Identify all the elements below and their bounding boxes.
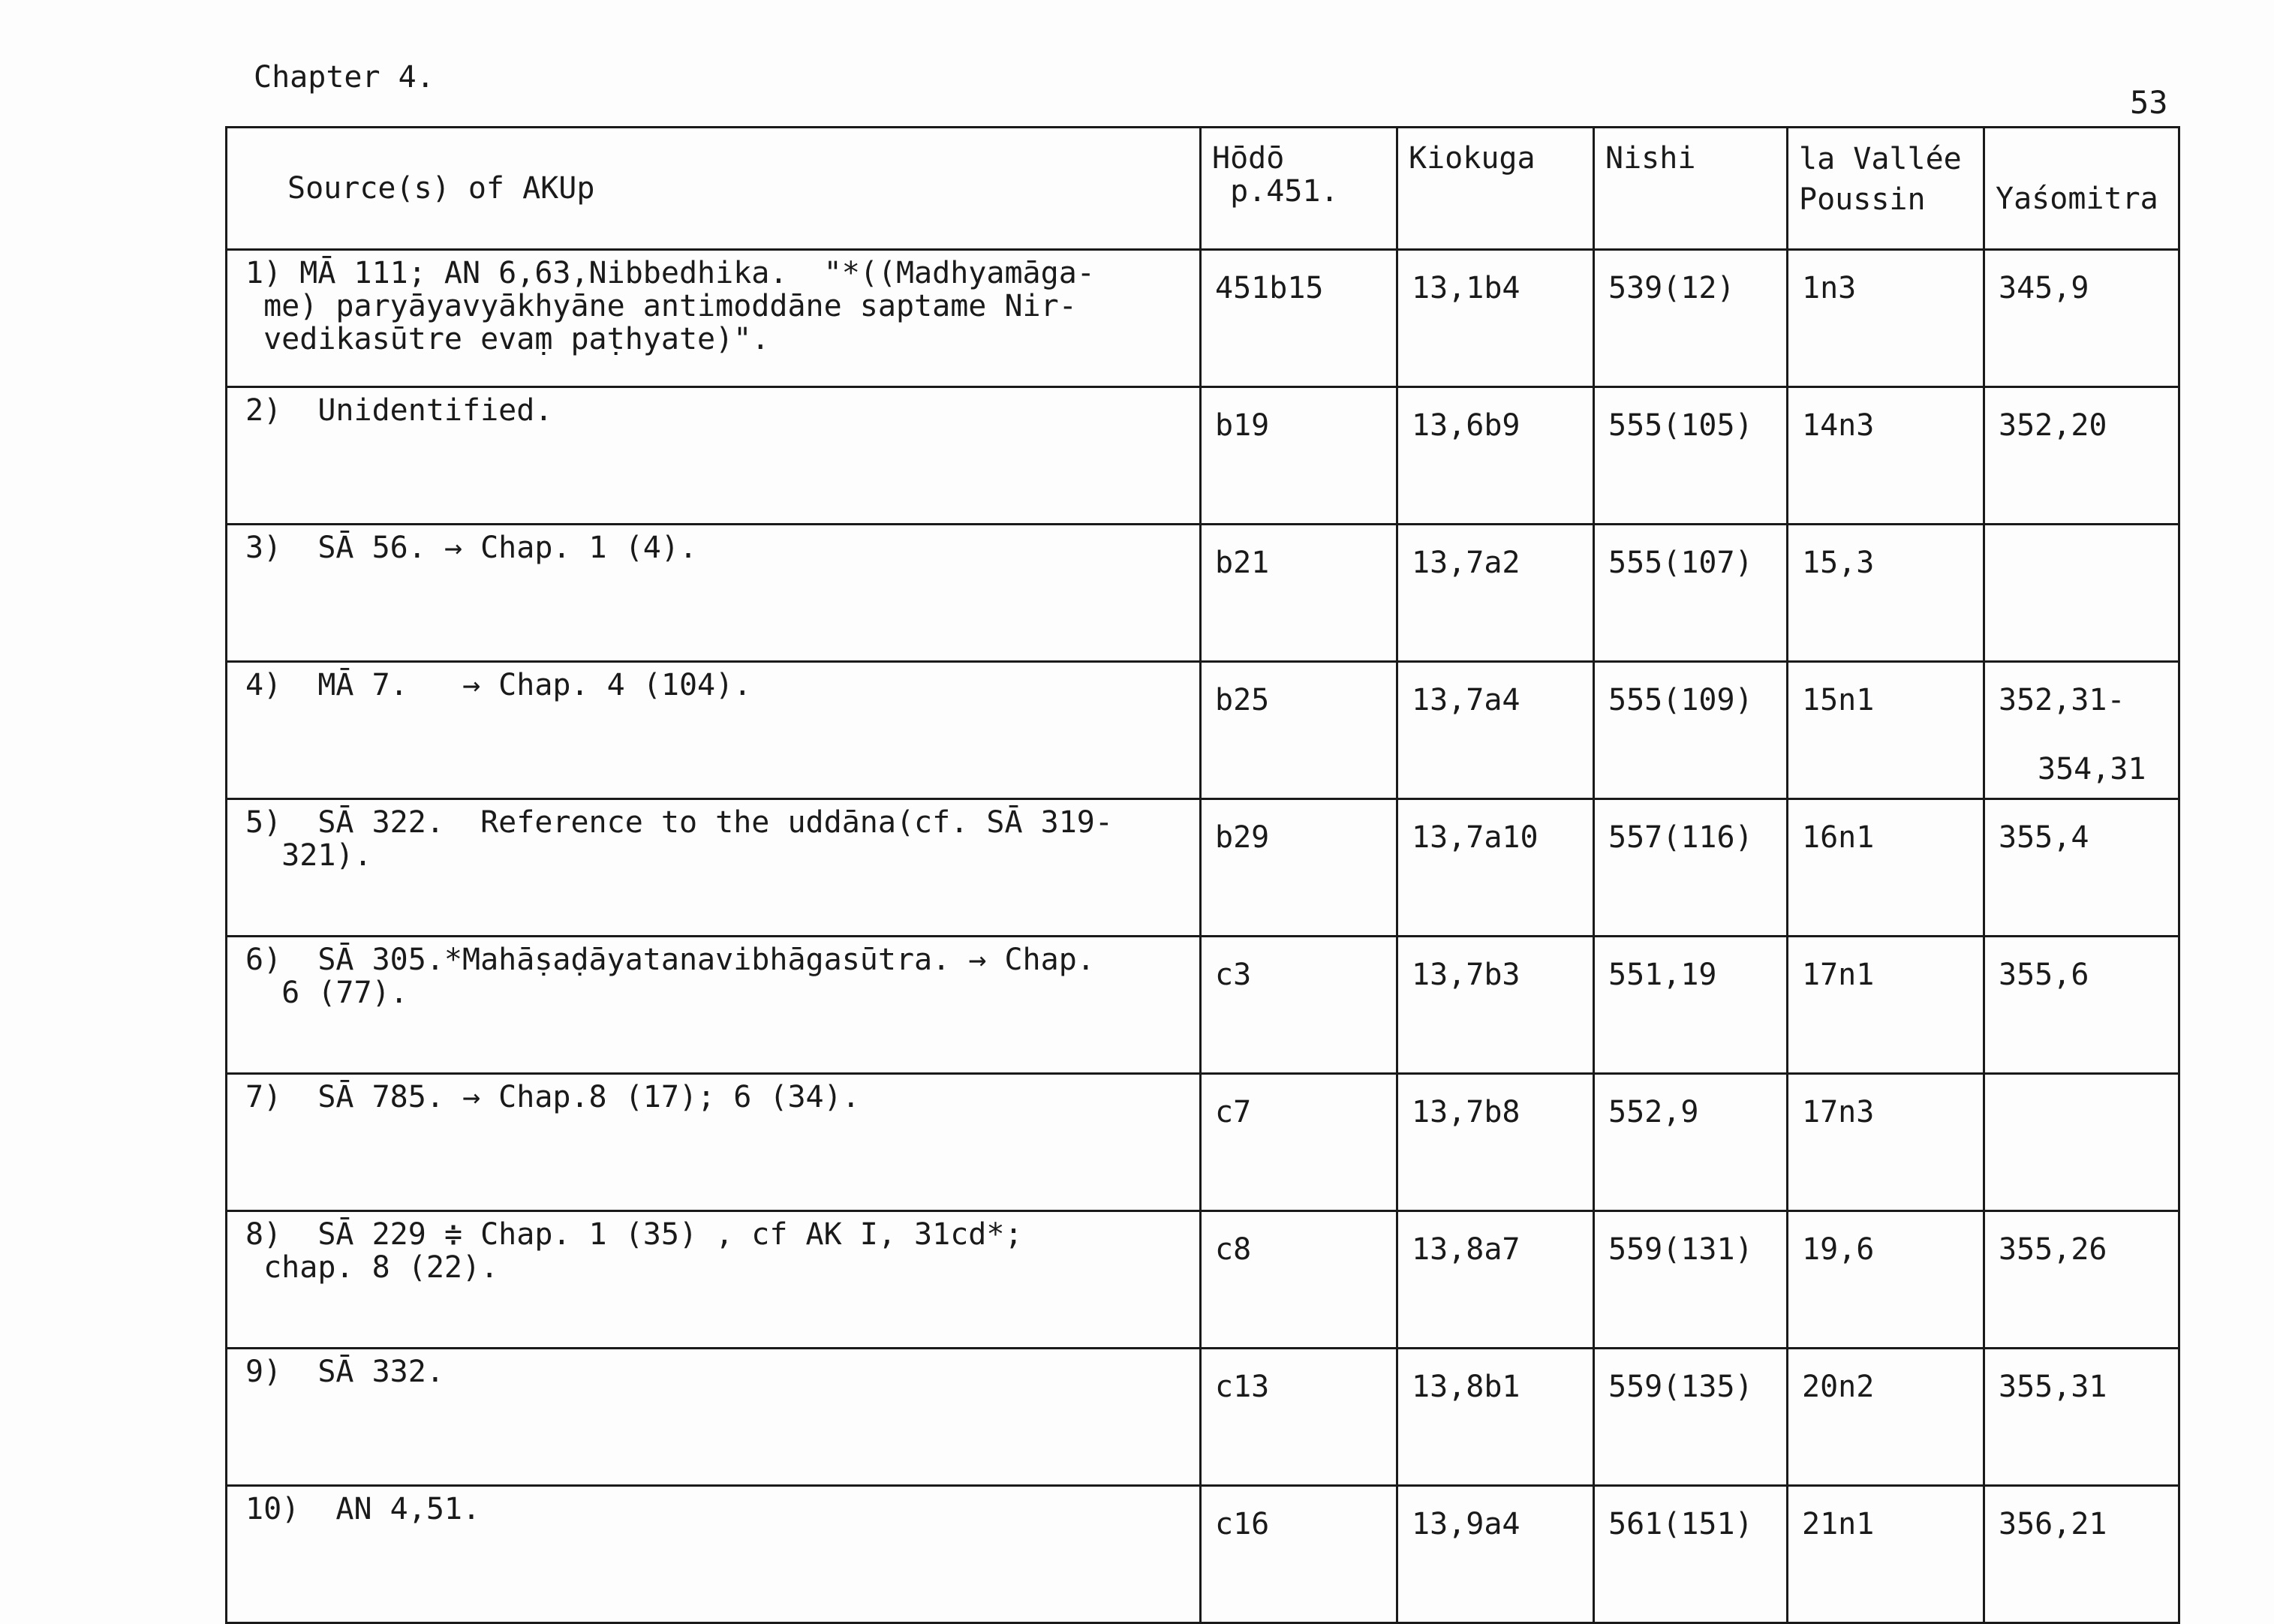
nishi-cell xyxy=(1594,525,1788,662)
hodo-cell-text: 451b15 xyxy=(1215,271,1324,305)
source-cell xyxy=(227,1486,1201,1623)
lavallee-cell xyxy=(1788,937,1984,1074)
source-cell xyxy=(227,387,1201,525)
lavallee-cell-text: 17n1 xyxy=(1802,958,1875,992)
source-cell xyxy=(227,662,1201,799)
lavallee-cell xyxy=(1788,1074,1984,1211)
table-row xyxy=(227,1349,2179,1486)
header-source: Source(s) of AKUp xyxy=(227,128,1201,250)
lavallee-cell xyxy=(1788,387,1984,525)
nishi-cell-text: 551,19 xyxy=(1608,958,1717,992)
yasomitra-cell xyxy=(1984,387,2179,525)
kiokuga-cell xyxy=(1397,662,1594,799)
source-cell-text: 5) SĀ 322. Reference to the uddāna(cf. SĀ 319- 321). xyxy=(245,805,1113,873)
hodo-cell xyxy=(1201,662,1397,799)
lavallee-cell xyxy=(1788,525,1984,662)
source-cell-text: 4) MĀ 7. → Chap. 4 (104). xyxy=(245,668,752,702)
yasomitra-continuation: 354,31 xyxy=(2038,752,2146,786)
kiokuga-cell-text: 13,6b9 xyxy=(1412,408,1521,443)
kiokuga-cell-text: 13,1b4 xyxy=(1412,271,1521,305)
nishi-cell xyxy=(1594,1349,1788,1486)
yasomitra-cell xyxy=(1984,525,2179,662)
table-row xyxy=(227,250,2179,387)
source-cell-text: 10) AN 4,51. xyxy=(245,1492,481,1526)
source-cell-text: 8) SĀ 229 ≑ Chap. 1 (35) , cf AK I, 31cd*; chap. 8 (22). xyxy=(245,1217,1023,1285)
kiokuga-cell-text: 13,7a2 xyxy=(1412,546,1521,580)
yasomitra-cell-text: 345,9 xyxy=(1999,271,2089,305)
lavallee-cell xyxy=(1788,250,1984,387)
lavallee-cell xyxy=(1788,1211,1984,1349)
hodo-cell-text: c16 xyxy=(1215,1507,1270,1541)
nishi-cell xyxy=(1594,250,1788,387)
lavallee-cell-text: 1n3 xyxy=(1802,271,1857,305)
nishi-cell xyxy=(1594,937,1788,1074)
lavallee-cell xyxy=(1788,662,1984,799)
lavallee-cell xyxy=(1788,799,1984,937)
yasomitra-cell xyxy=(1984,250,2179,387)
hodo-cell-text: c7 xyxy=(1215,1095,1252,1129)
source-cell-text: 2) Unidentified. xyxy=(245,393,553,428)
table-row xyxy=(227,662,2179,799)
source-cell-text: 7) SĀ 785. → Chap.8 (17); 6 (34). xyxy=(245,1080,860,1114)
nishi-cell xyxy=(1594,387,1788,525)
header-row xyxy=(227,128,2179,250)
yasomitra-cell xyxy=(1984,799,2179,937)
kiokuga-cell xyxy=(1397,1349,1594,1486)
kiokuga-cell xyxy=(1397,1074,1594,1211)
nishi-cell-text: 561(151) xyxy=(1608,1507,1753,1541)
lavallee-cell xyxy=(1788,1486,1984,1623)
hodo-cell-text: c8 xyxy=(1215,1232,1252,1267)
table-row xyxy=(227,937,2179,1074)
header-hodo: Hōdō p.451. xyxy=(1201,128,1397,250)
hodo-cell xyxy=(1201,1211,1397,1349)
hodo-cell-text: c3 xyxy=(1215,958,1252,992)
hodo-cell-text: b21 xyxy=(1215,546,1270,580)
yasomitra-cell xyxy=(1984,1074,2179,1211)
kiokuga-cell xyxy=(1397,1211,1594,1349)
lavallee-cell-text: 21n1 xyxy=(1802,1507,1875,1541)
hodo-cell xyxy=(1201,937,1397,1074)
nishi-cell-text: 555(105) xyxy=(1608,408,1753,443)
nishi-cell-text: 559(135) xyxy=(1608,1370,1753,1404)
header-nishi: Nishi xyxy=(1594,128,1788,250)
kiokuga-cell-text: 13,7b8 xyxy=(1412,1095,1521,1129)
hodo-cell-text: c13 xyxy=(1215,1370,1270,1404)
kiokuga-cell-text: 13,7a4 xyxy=(1412,683,1521,717)
table-row xyxy=(227,1486,2179,1623)
yasomitra-cell xyxy=(1984,1211,2179,1349)
source-cell-text: 3) SĀ 56. → Chap. 1 (4). xyxy=(245,531,698,565)
kiokuga-cell-text: 13,8b1 xyxy=(1412,1370,1521,1404)
yasomitra-cell-text: 355,31 xyxy=(1999,1370,2107,1404)
source-cell xyxy=(227,525,1201,662)
table-row xyxy=(227,799,2179,937)
hodo-cell xyxy=(1201,1486,1397,1623)
nishi-cell-text: 539(12) xyxy=(1608,271,1735,305)
source-cell-text: 1) MĀ 111; AN 6,63,Nibbedhika. "*((Madhyamāga- me) paryāyavyākhyāne antimoddāne saptame Nir- vedikasūtre evaṃ paṭhyate)". xyxy=(245,256,1095,356)
kiokuga-cell xyxy=(1397,250,1594,387)
header-yasomitra: Yaśomitra xyxy=(1984,128,2179,250)
nishi-cell xyxy=(1594,662,1788,799)
hodo-cell-text: b19 xyxy=(1215,408,1270,443)
yasomitra-cell-text: 356,21 xyxy=(1999,1507,2107,1541)
source-cell-text: 9) SĀ 332. xyxy=(245,1355,444,1389)
yasomitra-cell-text: 352,20 xyxy=(1999,408,2107,443)
yasomitra-cell-text: 355,6 xyxy=(1999,958,2089,992)
kiokuga-cell-text: 13,7a10 xyxy=(1412,820,1539,855)
yasomitra-cell xyxy=(1984,1486,2179,1623)
header-lavallee: la Vallée Poussin xyxy=(1788,128,1984,250)
yasomitra-cell xyxy=(1984,1349,2179,1486)
nishi-cell xyxy=(1594,1211,1788,1349)
nishi-cell xyxy=(1594,1074,1788,1211)
hodo-cell xyxy=(1201,1349,1397,1486)
yasomitra-cell-text: 352,31- xyxy=(1999,683,2125,717)
lavallee-cell-text: 14n3 xyxy=(1802,408,1875,443)
kiokuga-cell xyxy=(1397,799,1594,937)
yasomitra-cell xyxy=(1984,937,2179,1074)
hodo-cell-text: b29 xyxy=(1215,820,1270,855)
table-row xyxy=(227,1074,2179,1211)
nishi-cell-text: 555(109) xyxy=(1608,683,1753,717)
nishi-cell xyxy=(1594,1486,1788,1623)
header-kiokuga: Kiokuga xyxy=(1397,128,1594,250)
source-cell-text: 6) SĀ 305.*Mahāṣaḍāyatanavibhāgasūtra. → Chap. 6 (77). xyxy=(245,943,1095,1010)
nishi-cell xyxy=(1594,799,1788,937)
hodo-cell-text: b25 xyxy=(1215,683,1270,717)
hodo-cell xyxy=(1201,799,1397,937)
nishi-cell-text: 555(107) xyxy=(1608,546,1753,580)
hodo-cell xyxy=(1201,250,1397,387)
source-cell xyxy=(227,799,1201,937)
lavallee-cell-text: 16n1 xyxy=(1802,820,1875,855)
yasomitra-cell xyxy=(1984,662,2179,799)
table-row xyxy=(227,525,2179,662)
lavallee-cell-text: 20n2 xyxy=(1802,1370,1875,1404)
kiokuga-cell xyxy=(1397,1486,1594,1623)
yasomitra-cell-text: 355,26 xyxy=(1999,1232,2107,1267)
source-cell xyxy=(227,937,1201,1074)
lavallee-cell-text: 19,6 xyxy=(1802,1232,1875,1267)
lavallee-cell-text: 17n3 xyxy=(1802,1095,1875,1129)
lavallee-cell-text: 15,3 xyxy=(1802,546,1875,580)
kiokuga-cell xyxy=(1397,387,1594,525)
table-row xyxy=(227,1211,2179,1349)
hodo-cell xyxy=(1201,1074,1397,1211)
table-row xyxy=(227,387,2179,525)
nishi-cell-text: 559(131) xyxy=(1608,1232,1753,1267)
source-cell xyxy=(227,1211,1201,1349)
sources-table xyxy=(225,126,2180,1624)
lavallee-cell xyxy=(1788,1349,1984,1486)
hodo-cell xyxy=(1201,387,1397,525)
page-number: 53 xyxy=(2130,84,2168,121)
kiokuga-cell-text: 13,7b3 xyxy=(1412,958,1521,992)
nishi-cell-text: 557(116) xyxy=(1608,820,1753,855)
kiokuga-cell xyxy=(1397,525,1594,662)
kiokuga-cell xyxy=(1397,937,1594,1074)
yasomitra-cell-text: 355,4 xyxy=(1999,820,2089,855)
kiokuga-cell-text: 13,8a7 xyxy=(1412,1232,1521,1267)
kiokuga-cell-text: 13,9a4 xyxy=(1412,1507,1521,1541)
lavallee-cell-text: 15n1 xyxy=(1802,683,1875,717)
chapter-heading: Chapter 4. xyxy=(254,60,435,95)
source-cell xyxy=(227,250,1201,387)
source-cell xyxy=(227,1074,1201,1211)
hodo-cell xyxy=(1201,525,1397,662)
nishi-cell-text: 552,9 xyxy=(1608,1095,1699,1129)
source-cell xyxy=(227,1349,1201,1486)
